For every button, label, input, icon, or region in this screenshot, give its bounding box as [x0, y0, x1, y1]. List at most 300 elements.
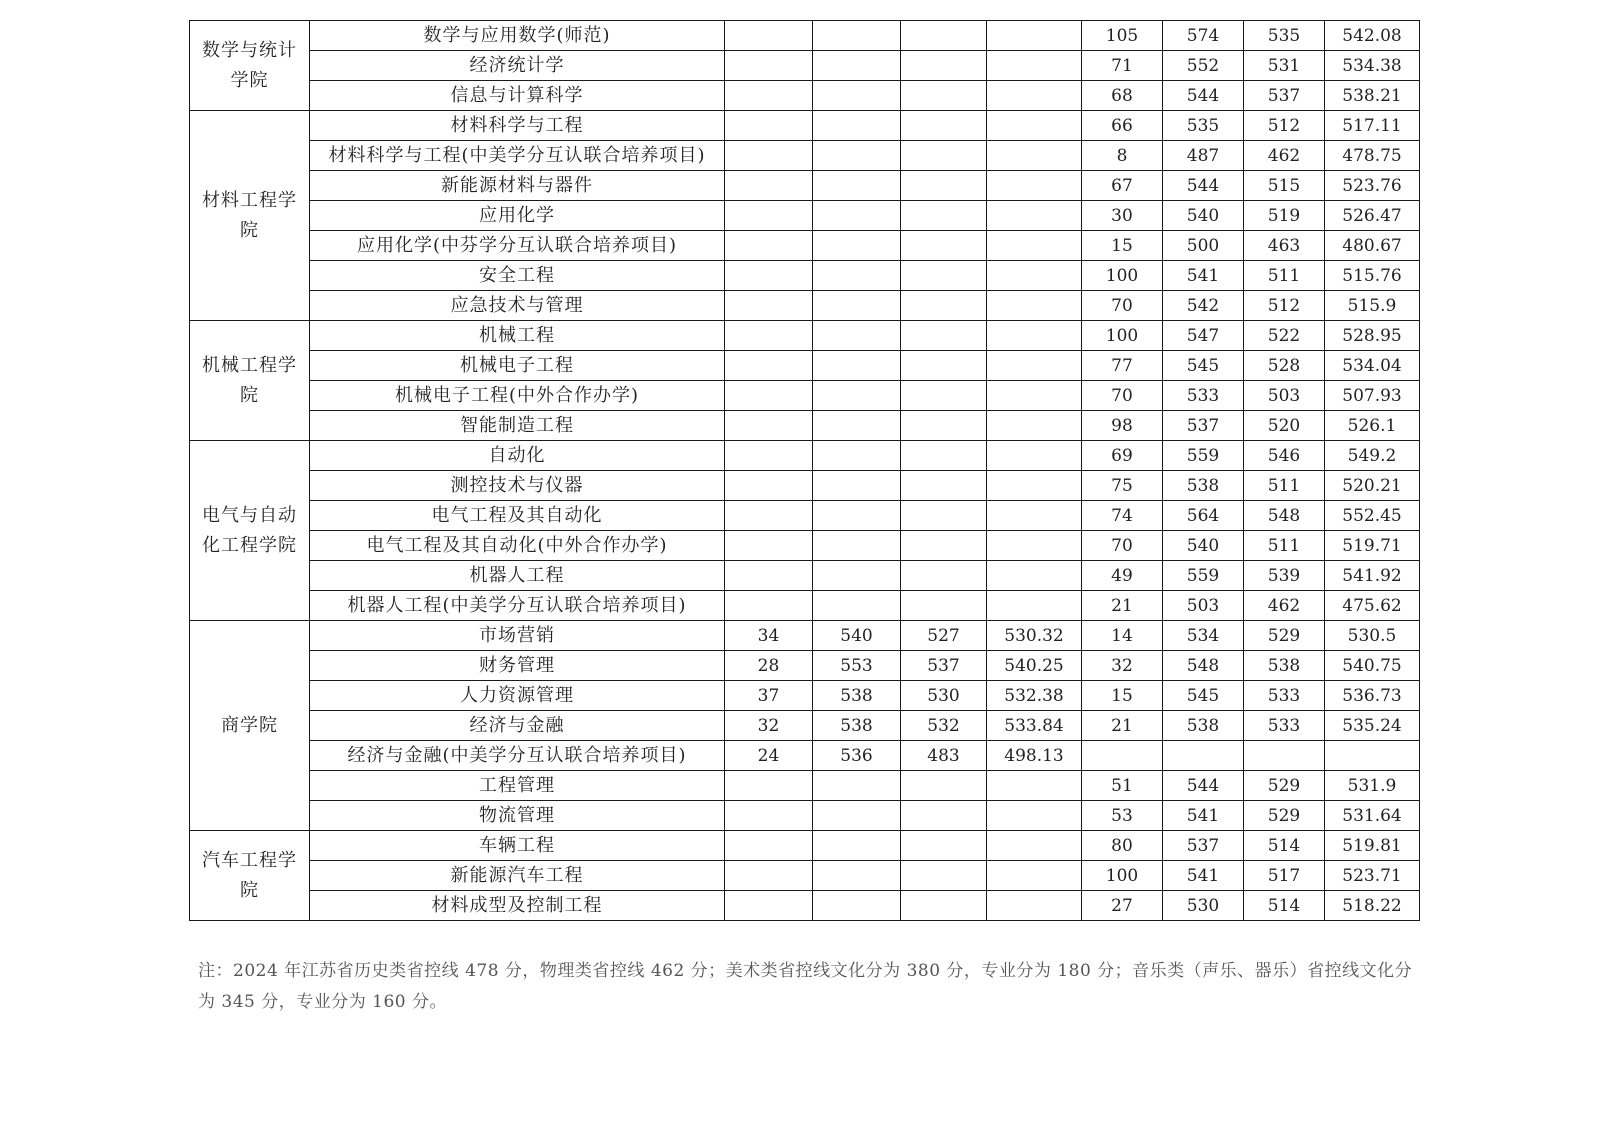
major-name-cell: 机器人工程(中美学分互认联合培养项目) — [310, 591, 725, 621]
physics-min-score-cell: 514 — [1244, 891, 1325, 921]
physics-plan-count-cell: 32 — [1082, 651, 1163, 681]
history-max-score-cell — [813, 831, 901, 861]
table-row — [190, 351, 1420, 381]
history-avg-score-cell — [987, 591, 1082, 621]
history-avg-score-cell: 498.13 — [987, 741, 1082, 771]
history-plan-count-cell: 32 — [725, 711, 813, 741]
history-avg-score-cell — [987, 771, 1082, 801]
college-name-cell: 机械工程学院 — [190, 321, 310, 441]
history-plan-count-cell — [725, 861, 813, 891]
physics-min-score-cell: 520 — [1244, 411, 1325, 441]
major-name-cell: 自动化 — [310, 441, 725, 471]
history-min-score-cell — [901, 321, 987, 351]
history-plan-count-cell — [725, 351, 813, 381]
table-row — [190, 681, 1420, 711]
table-row — [190, 861, 1420, 891]
physics-min-score-cell: 538 — [1244, 651, 1325, 681]
major-name-cell: 车辆工程 — [310, 831, 725, 861]
history-max-score-cell — [813, 441, 901, 471]
history-min-score-cell — [901, 531, 987, 561]
physics-plan-count-cell: 77 — [1082, 351, 1163, 381]
major-name-cell: 财务管理 — [310, 651, 725, 681]
major-name-cell: 电气工程及其自动化 — [310, 501, 725, 531]
major-name-cell: 经济与金融(中美学分互认联合培养项目) — [310, 741, 725, 771]
history-max-score-cell: 538 — [813, 681, 901, 711]
physics-plan-count-cell: 100 — [1082, 261, 1163, 291]
physics-max-score-cell: 538 — [1163, 711, 1244, 741]
history-max-score-cell — [813, 501, 901, 531]
history-plan-count-cell: 24 — [725, 741, 813, 771]
major-name-cell: 材料成型及控制工程 — [310, 891, 725, 921]
history-min-score-cell: 530 — [901, 681, 987, 711]
physics-avg-score-cell: 478.75 — [1325, 141, 1420, 171]
history-max-score-cell — [813, 531, 901, 561]
physics-avg-score-cell — [1325, 741, 1420, 771]
history-plan-count-cell — [725, 501, 813, 531]
physics-avg-score-cell: 526.1 — [1325, 411, 1420, 441]
table-row — [190, 411, 1420, 441]
history-min-score-cell — [901, 81, 987, 111]
history-max-score-cell: 538 — [813, 711, 901, 741]
major-name-cell: 新能源材料与器件 — [310, 171, 725, 201]
history-plan-count-cell — [725, 21, 813, 51]
physics-min-score-cell — [1244, 741, 1325, 771]
history-avg-score-cell — [987, 411, 1082, 441]
history-avg-score-cell — [987, 171, 1082, 201]
major-name-cell: 智能制造工程 — [310, 411, 725, 441]
physics-plan-count-cell: 98 — [1082, 411, 1163, 441]
physics-avg-score-cell: 518.22 — [1325, 891, 1420, 921]
physics-plan-count-cell: 15 — [1082, 231, 1163, 261]
physics-min-score-cell: 512 — [1244, 291, 1325, 321]
history-avg-score-cell: 530.32 — [987, 621, 1082, 651]
physics-avg-score-cell: 519.81 — [1325, 831, 1420, 861]
physics-max-score-cell: 535 — [1163, 111, 1244, 141]
major-name-cell: 人力资源管理 — [310, 681, 725, 711]
table-row — [190, 201, 1420, 231]
history-plan-count-cell — [725, 381, 813, 411]
history-avg-score-cell: 532.38 — [987, 681, 1082, 711]
physics-max-score-cell: 574 — [1163, 21, 1244, 51]
physics-avg-score-cell: 531.64 — [1325, 801, 1420, 831]
physics-avg-score-cell: 542.08 — [1325, 21, 1420, 51]
physics-plan-count-cell: 14 — [1082, 621, 1163, 651]
table-row — [190, 831, 1420, 861]
history-plan-count-cell — [725, 891, 813, 921]
history-max-score-cell — [813, 111, 901, 141]
major-name-cell: 安全工程 — [310, 261, 725, 291]
history-plan-count-cell — [725, 261, 813, 291]
history-avg-score-cell — [987, 381, 1082, 411]
physics-plan-count-cell: 70 — [1082, 531, 1163, 561]
history-avg-score-cell — [987, 501, 1082, 531]
history-plan-count-cell — [725, 231, 813, 261]
history-avg-score-cell — [987, 111, 1082, 141]
history-max-score-cell: 536 — [813, 741, 901, 771]
history-max-score-cell — [813, 861, 901, 891]
history-max-score-cell — [813, 21, 901, 51]
table-row — [190, 111, 1420, 141]
history-min-score-cell — [901, 351, 987, 381]
physics-min-score-cell: 503 — [1244, 381, 1325, 411]
physics-avg-score-cell: 475.62 — [1325, 591, 1420, 621]
physics-min-score-cell: 539 — [1244, 561, 1325, 591]
physics-max-score-cell: 540 — [1163, 531, 1244, 561]
college-name-cell: 材料工程学院 — [190, 111, 310, 321]
table-row — [190, 501, 1420, 531]
physics-min-score-cell: 531 — [1244, 51, 1325, 81]
physics-max-score-cell: 559 — [1163, 441, 1244, 471]
history-min-score-cell: 532 — [901, 711, 987, 741]
physics-avg-score-cell: 507.93 — [1325, 381, 1420, 411]
table-row — [190, 441, 1420, 471]
table-row — [190, 141, 1420, 171]
physics-min-score-cell: 522 — [1244, 321, 1325, 351]
physics-max-score-cell: 559 — [1163, 561, 1244, 591]
major-name-cell: 测控技术与仪器 — [310, 471, 725, 501]
history-max-score-cell — [813, 891, 901, 921]
physics-plan-count-cell: 75 — [1082, 471, 1163, 501]
history-plan-count-cell — [725, 51, 813, 81]
physics-min-score-cell: 546 — [1244, 441, 1325, 471]
college-name-cell: 数学与统计学院 — [190, 21, 310, 111]
physics-plan-count-cell: 21 — [1082, 711, 1163, 741]
history-plan-count-cell — [725, 141, 813, 171]
major-name-cell: 机器人工程 — [310, 561, 725, 591]
physics-avg-score-cell: 536.73 — [1325, 681, 1420, 711]
history-max-score-cell — [813, 81, 901, 111]
physics-min-score-cell: 515 — [1244, 171, 1325, 201]
history-max-score-cell — [813, 171, 901, 201]
history-max-score-cell — [813, 591, 901, 621]
physics-max-score-cell: 544 — [1163, 771, 1244, 801]
table-row — [190, 621, 1420, 651]
history-avg-score-cell — [987, 261, 1082, 291]
table-row — [190, 471, 1420, 501]
physics-min-score-cell: 533 — [1244, 681, 1325, 711]
table-row — [190, 891, 1420, 921]
major-name-cell: 新能源汽车工程 — [310, 861, 725, 891]
physics-min-score-cell: 462 — [1244, 141, 1325, 171]
history-min-score-cell — [901, 111, 987, 141]
history-min-score-cell — [901, 831, 987, 861]
history-plan-count-cell: 34 — [725, 621, 813, 651]
history-plan-count-cell — [725, 111, 813, 141]
physics-plan-count-cell: 69 — [1082, 441, 1163, 471]
physics-max-score-cell: 544 — [1163, 171, 1244, 201]
history-plan-count-cell — [725, 201, 813, 231]
table-row — [190, 171, 1420, 201]
history-max-score-cell — [813, 261, 901, 291]
history-min-score-cell — [901, 231, 987, 261]
history-max-score-cell — [813, 411, 901, 441]
table-row — [190, 81, 1420, 111]
physics-plan-count-cell: 68 — [1082, 81, 1163, 111]
physics-avg-score-cell: 531.9 — [1325, 771, 1420, 801]
history-avg-score-cell — [987, 51, 1082, 81]
physics-plan-count-cell: 100 — [1082, 321, 1163, 351]
history-min-score-cell: 483 — [901, 741, 987, 771]
physics-plan-count-cell: 67 — [1082, 171, 1163, 201]
history-max-score-cell — [813, 801, 901, 831]
history-plan-count-cell: 28 — [725, 651, 813, 681]
history-min-score-cell — [901, 201, 987, 231]
history-plan-count-cell — [725, 321, 813, 351]
history-avg-score-cell: 533.84 — [987, 711, 1082, 741]
physics-max-score-cell: 542 — [1163, 291, 1244, 321]
physics-plan-count-cell: 51 — [1082, 771, 1163, 801]
physics-min-score-cell: 529 — [1244, 801, 1325, 831]
physics-min-score-cell: 528 — [1244, 351, 1325, 381]
physics-max-score-cell: 548 — [1163, 651, 1244, 681]
table-row — [190, 531, 1420, 561]
physics-max-score-cell: 537 — [1163, 831, 1244, 861]
physics-avg-score-cell: 535.24 — [1325, 711, 1420, 741]
physics-plan-count-cell: 70 — [1082, 381, 1163, 411]
history-max-score-cell — [813, 141, 901, 171]
physics-plan-count-cell: 80 — [1082, 831, 1163, 861]
history-avg-score-cell — [987, 531, 1082, 561]
history-max-score-cell — [813, 51, 901, 81]
physics-min-score-cell: 462 — [1244, 591, 1325, 621]
major-name-cell: 应用化学 — [310, 201, 725, 231]
physics-avg-score-cell: 515.9 — [1325, 291, 1420, 321]
history-min-score-cell — [901, 381, 987, 411]
physics-max-score-cell: 487 — [1163, 141, 1244, 171]
table-row — [190, 321, 1420, 351]
history-min-score-cell — [901, 291, 987, 321]
history-plan-count-cell — [725, 291, 813, 321]
physics-min-score-cell: 519 — [1244, 201, 1325, 231]
table-row — [190, 291, 1420, 321]
physics-max-score-cell: 540 — [1163, 201, 1244, 231]
history-avg-score-cell — [987, 441, 1082, 471]
college-name-cell: 汽车工程学院 — [190, 831, 310, 921]
table-row — [190, 231, 1420, 261]
physics-plan-count-cell: 70 — [1082, 291, 1163, 321]
history-plan-count-cell — [725, 171, 813, 201]
table-row — [190, 381, 1420, 411]
history-max-score-cell — [813, 771, 901, 801]
major-name-cell: 经济与金融 — [310, 711, 725, 741]
major-name-cell: 经济统计学 — [310, 51, 725, 81]
physics-plan-count-cell: 66 — [1082, 111, 1163, 141]
history-plan-count-cell — [725, 471, 813, 501]
physics-max-score-cell: 533 — [1163, 381, 1244, 411]
physics-avg-score-cell: 534.04 — [1325, 351, 1420, 381]
table-row — [190, 711, 1420, 741]
physics-avg-score-cell: 549.2 — [1325, 441, 1420, 471]
history-min-score-cell — [901, 561, 987, 591]
history-min-score-cell — [901, 891, 987, 921]
college-name-cell: 商学院 — [190, 621, 310, 831]
physics-avg-score-cell: 552.45 — [1325, 501, 1420, 531]
major-name-cell: 工程管理 — [310, 771, 725, 801]
history-plan-count-cell — [725, 591, 813, 621]
history-avg-score-cell — [987, 141, 1082, 171]
physics-max-score-cell: 500 — [1163, 231, 1244, 261]
physics-min-score-cell: 529 — [1244, 621, 1325, 651]
history-avg-score-cell — [987, 291, 1082, 321]
history-max-score-cell — [813, 351, 901, 381]
physics-max-score-cell: 547 — [1163, 321, 1244, 351]
history-min-score-cell — [901, 501, 987, 531]
table-row — [190, 801, 1420, 831]
physics-avg-score-cell: 520.21 — [1325, 471, 1420, 501]
physics-plan-count-cell: 53 — [1082, 801, 1163, 831]
physics-plan-count-cell: 100 — [1082, 861, 1163, 891]
physics-avg-score-cell: 523.71 — [1325, 861, 1420, 891]
physics-min-score-cell: 512 — [1244, 111, 1325, 141]
physics-min-score-cell: 517 — [1244, 861, 1325, 891]
physics-max-score-cell: 541 — [1163, 861, 1244, 891]
history-min-score-cell — [901, 471, 987, 501]
physics-avg-score-cell: 526.47 — [1325, 201, 1420, 231]
physics-min-score-cell: 511 — [1244, 471, 1325, 501]
history-min-score-cell: 527 — [901, 621, 987, 651]
history-avg-score-cell — [987, 21, 1082, 51]
history-min-score-cell — [901, 861, 987, 891]
admission-score-table — [189, 20, 1420, 921]
history-avg-score-cell — [987, 891, 1082, 921]
physics-max-score-cell: 544 — [1163, 81, 1244, 111]
physics-avg-score-cell: 480.67 — [1325, 231, 1420, 261]
history-min-score-cell — [901, 411, 987, 441]
major-name-cell: 电气工程及其自动化(中外合作办学) — [310, 531, 725, 561]
physics-max-score-cell: 545 — [1163, 681, 1244, 711]
history-min-score-cell — [901, 591, 987, 621]
history-avg-score-cell — [987, 861, 1082, 891]
history-avg-score-cell — [987, 321, 1082, 351]
history-min-score-cell — [901, 141, 987, 171]
history-max-score-cell — [813, 471, 901, 501]
major-name-cell: 信息与计算科学 — [310, 81, 725, 111]
history-avg-score-cell — [987, 801, 1082, 831]
physics-plan-count-cell: 15 — [1082, 681, 1163, 711]
physics-plan-count-cell: 105 — [1082, 21, 1163, 51]
physics-max-score-cell: 538 — [1163, 471, 1244, 501]
history-plan-count-cell — [725, 771, 813, 801]
physics-min-score-cell: 511 — [1244, 261, 1325, 291]
physics-min-score-cell: 533 — [1244, 711, 1325, 741]
table-row — [190, 261, 1420, 291]
physics-min-score-cell: 535 — [1244, 21, 1325, 51]
major-name-cell: 数学与应用数学(师范) — [310, 21, 725, 51]
table-row — [190, 51, 1420, 81]
physics-max-score-cell: 541 — [1163, 801, 1244, 831]
physics-avg-score-cell: 528.95 — [1325, 321, 1420, 351]
history-avg-score-cell — [987, 831, 1082, 861]
physics-avg-score-cell: 515.76 — [1325, 261, 1420, 291]
history-max-score-cell — [813, 561, 901, 591]
history-min-score-cell — [901, 171, 987, 201]
physics-plan-count-cell: 30 — [1082, 201, 1163, 231]
history-max-score-cell: 553 — [813, 651, 901, 681]
history-avg-score-cell — [987, 351, 1082, 381]
table-footnote: 注：2024 年江苏省历史类省控线 478 分，物理类省控线 462 分；美术类省控线文化分为 380 分，专业分为 180 分；音乐类（声乐、器乐）省控线文化分为 345 分，专业分为 160 分。 — [198, 961, 1413, 1012]
major-name-cell: 应急技术与管理 — [310, 291, 725, 321]
history-max-score-cell — [813, 291, 901, 321]
physics-plan-count-cell: 21 — [1082, 591, 1163, 621]
major-name-cell: 应用化学(中芬学分互认联合培养项目) — [310, 231, 725, 261]
history-avg-score-cell — [987, 81, 1082, 111]
physics-min-score-cell: 548 — [1244, 501, 1325, 531]
history-avg-score-cell — [987, 561, 1082, 591]
table-row — [190, 591, 1420, 621]
physics-plan-count-cell: 8 — [1082, 141, 1163, 171]
history-min-score-cell — [901, 441, 987, 471]
physics-plan-count-cell: 49 — [1082, 561, 1163, 591]
history-max-score-cell: 540 — [813, 621, 901, 651]
major-name-cell: 材料科学与工程(中美学分互认联合培养项目) — [310, 141, 725, 171]
physics-avg-score-cell: 534.38 — [1325, 51, 1420, 81]
history-plan-count-cell: 37 — [725, 681, 813, 711]
history-plan-count-cell — [725, 81, 813, 111]
history-avg-score-cell — [987, 231, 1082, 261]
physics-avg-score-cell: 541.92 — [1325, 561, 1420, 591]
physics-min-score-cell: 511 — [1244, 531, 1325, 561]
history-max-score-cell — [813, 231, 901, 261]
major-name-cell: 物流管理 — [310, 801, 725, 831]
physics-min-score-cell: 537 — [1244, 81, 1325, 111]
history-min-score-cell: 537 — [901, 651, 987, 681]
physics-plan-count-cell — [1082, 741, 1163, 771]
table-row — [190, 561, 1420, 591]
physics-max-score-cell: 534 — [1163, 621, 1244, 651]
history-min-score-cell — [901, 771, 987, 801]
history-plan-count-cell — [725, 831, 813, 861]
physics-max-score-cell — [1163, 741, 1244, 771]
history-min-score-cell — [901, 51, 987, 81]
physics-min-score-cell: 514 — [1244, 831, 1325, 861]
physics-plan-count-cell: 71 — [1082, 51, 1163, 81]
physics-max-score-cell: 541 — [1163, 261, 1244, 291]
physics-max-score-cell: 530 — [1163, 891, 1244, 921]
physics-avg-score-cell: 538.21 — [1325, 81, 1420, 111]
physics-max-score-cell: 564 — [1163, 501, 1244, 531]
major-name-cell: 市场营销 — [310, 621, 725, 651]
history-min-score-cell — [901, 21, 987, 51]
physics-max-score-cell: 545 — [1163, 351, 1244, 381]
history-avg-score-cell: 540.25 — [987, 651, 1082, 681]
table-row — [190, 741, 1420, 771]
physics-avg-score-cell: 530.5 — [1325, 621, 1420, 651]
physics-max-score-cell: 537 — [1163, 411, 1244, 441]
major-name-cell: 材料科学与工程 — [310, 111, 725, 141]
history-plan-count-cell — [725, 411, 813, 441]
major-name-cell: 机械工程 — [310, 321, 725, 351]
physics-avg-score-cell: 523.76 — [1325, 171, 1420, 201]
physics-min-score-cell: 529 — [1244, 771, 1325, 801]
history-avg-score-cell — [987, 471, 1082, 501]
history-avg-score-cell — [987, 201, 1082, 231]
table-row — [190, 651, 1420, 681]
physics-max-score-cell: 503 — [1163, 591, 1244, 621]
major-name-cell: 机械电子工程 — [310, 351, 725, 381]
table-body — [190, 21, 1420, 921]
history-plan-count-cell — [725, 561, 813, 591]
physics-avg-score-cell: 517.11 — [1325, 111, 1420, 141]
history-plan-count-cell — [725, 801, 813, 831]
physics-max-score-cell: 552 — [1163, 51, 1244, 81]
major-name-cell: 机械电子工程(中外合作办学) — [310, 381, 725, 411]
history-min-score-cell — [901, 801, 987, 831]
history-plan-count-cell — [725, 441, 813, 471]
history-max-score-cell — [813, 381, 901, 411]
physics-plan-count-cell: 74 — [1082, 501, 1163, 531]
history-max-score-cell — [813, 321, 901, 351]
table-row — [190, 21, 1420, 51]
